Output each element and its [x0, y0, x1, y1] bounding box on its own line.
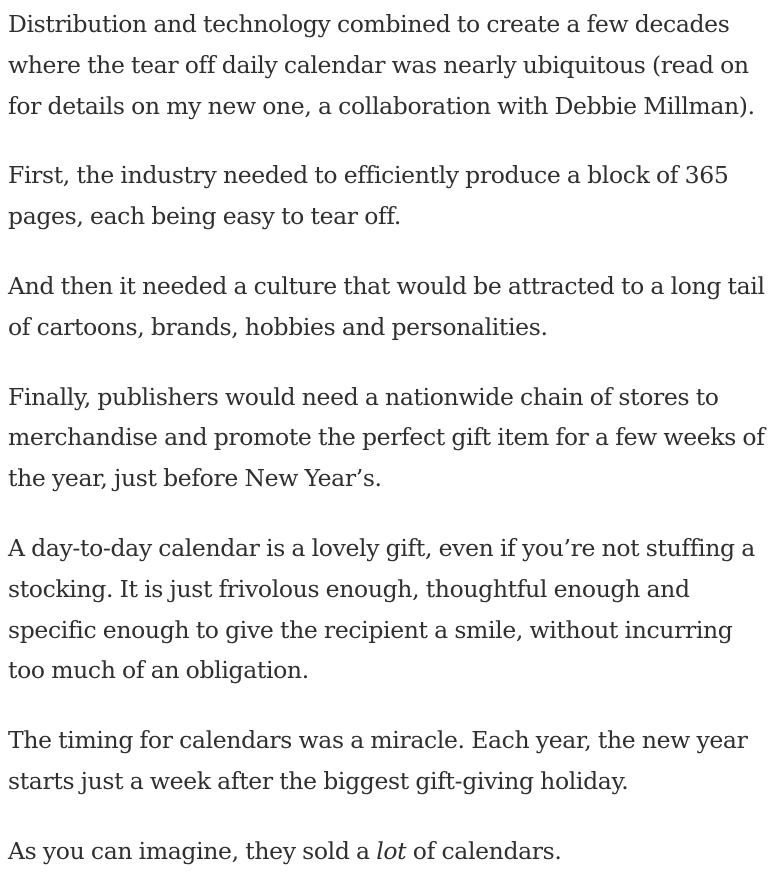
article-paragraph-5: A day-to-day calendar is a lovely gift, even if you’re not stuffing a stocking. It is just frivolous enough, thoughtful enough and specific enough to give the recipient a smile, without incurring too much of an obligation. — [8, 533, 755, 685]
article-paragraph-7 — [8, 831, 774, 872]
paragraph-text-before-emphasis: As you can imagine, they sold a — [8, 836, 377, 865]
article-paragraph-1: Distribution and technology combined to create a few decades where the tear off daily calendar was nearly ubiquitous (read on for details on my new one, a collaboration with Debbie Millman). — [8, 10, 755, 120]
article-paragraph-3: And then it needed a culture that would be attracted to a long tail of cartoons, brands, hobbies and personalities. — [8, 271, 765, 341]
paragraph-text-after-emphasis: of calendars. — [406, 836, 562, 865]
emphasized-word: lot — [376, 836, 407, 865]
article-paragraph-6: The timing for calendars was a miracle. Each year, the new year starts just a week after the biggest gift-giving holiday. — [8, 726, 748, 795]
article-body — [8, 4, 774, 872]
article-paragraph-4: Finally, publishers would need a nationwide chain of stores to merchandise and promote the perfect gift item for a few weeks of the year, just before New Year’s. — [8, 382, 765, 493]
article-paragraph-2: First, the industry needed to efficiently produce a block of 365 pages, each being easy to tear off. — [8, 161, 729, 231]
